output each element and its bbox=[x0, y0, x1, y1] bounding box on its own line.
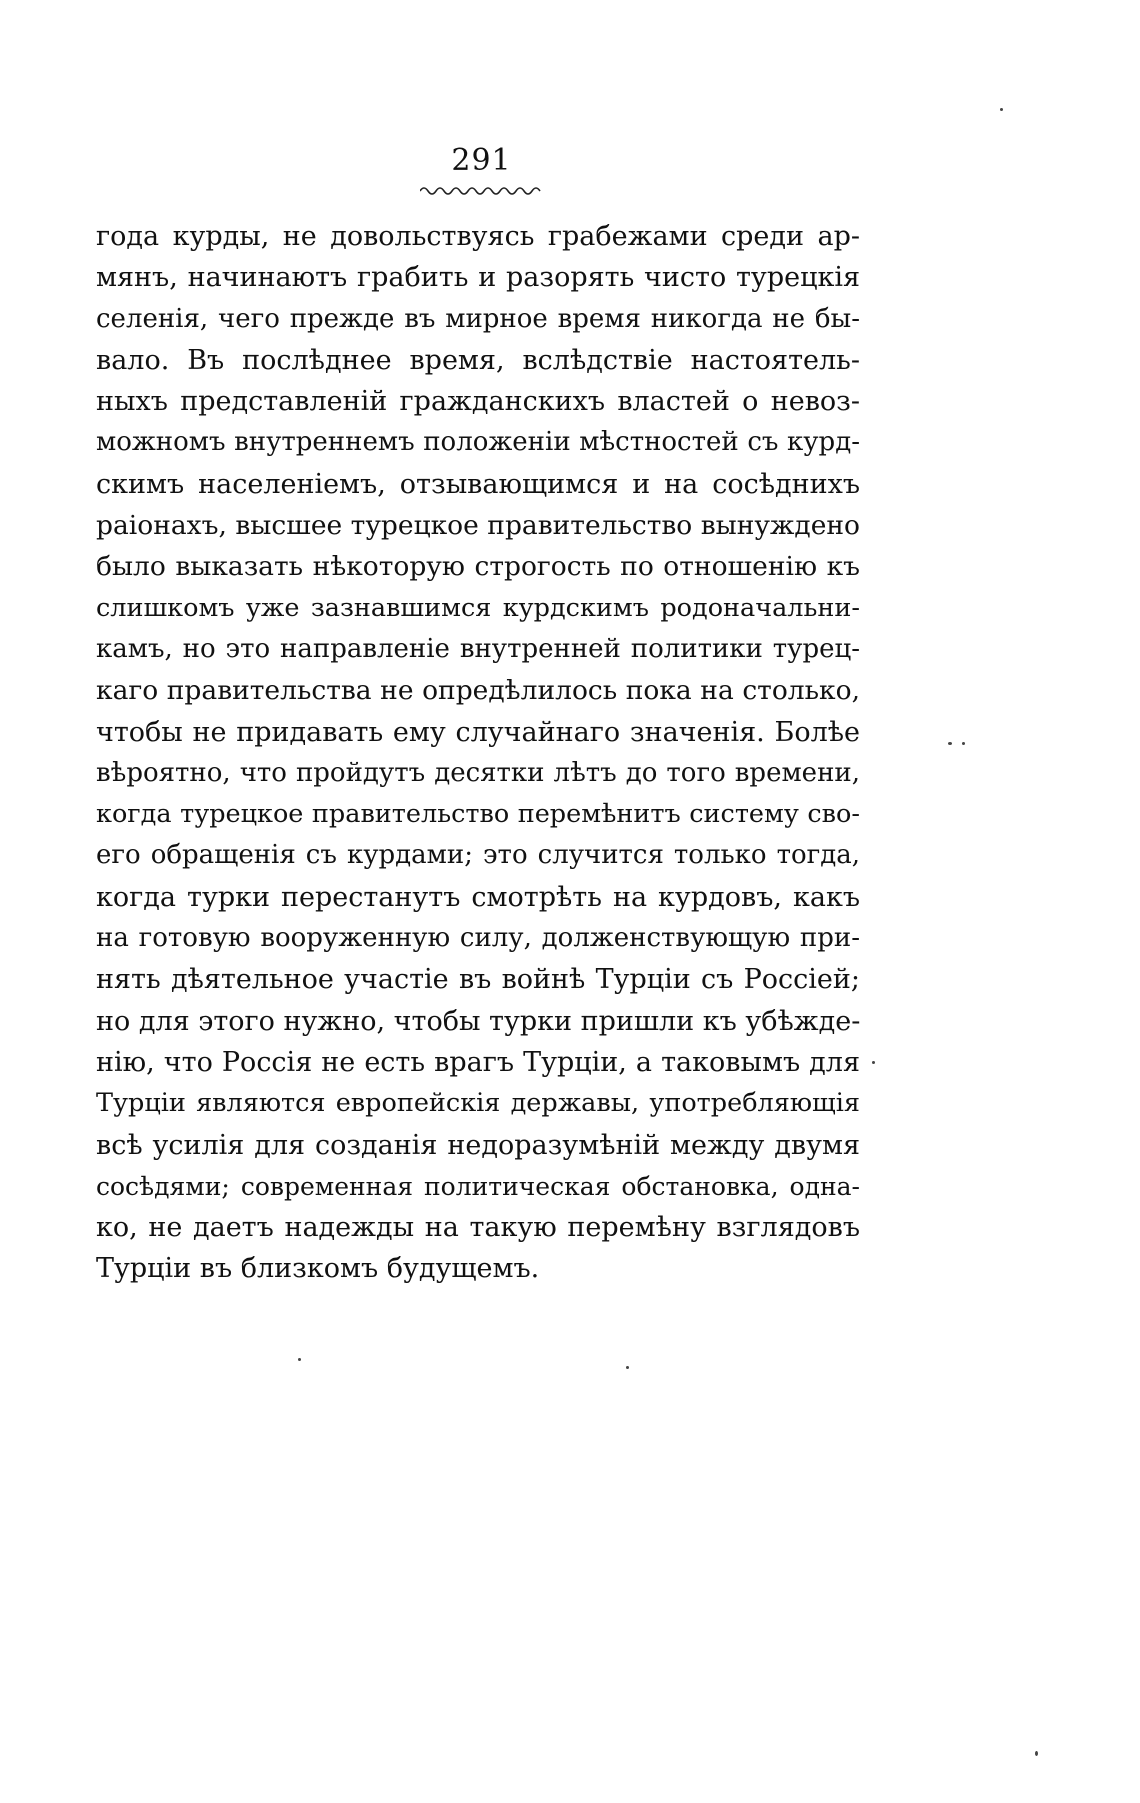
text-line: камъ, но это направленіе внутренней политики турец- bbox=[96, 633, 860, 664]
text-line: когда турки перестанутъ смотрѣть на курдовъ, какъ bbox=[96, 881, 860, 913]
scan-speck bbox=[1035, 1751, 1038, 1756]
text-line: сосѣдями; современная политическая обстановка, одна- bbox=[96, 1171, 860, 1201]
text-line: каго правительства не опредѣлилось пока на столько, bbox=[96, 675, 860, 707]
page-number: 291 bbox=[451, 143, 512, 178]
scan-speck bbox=[298, 1358, 301, 1361]
text-line: чтобы не придавать ему случайнаго значенія. Болѣе bbox=[96, 716, 860, 748]
text-line: скимъ населеніемъ, отзывающимся и на сосѣднихъ bbox=[96, 468, 860, 500]
text-line: его обращенія съ курдами; это случится только тогда, bbox=[96, 840, 860, 871]
text-line: слишкомъ уже зазнавшимся курдскимъ родоначальни- bbox=[96, 592, 860, 623]
scan-speck bbox=[872, 1061, 875, 1064]
text-line: на готовую вооруженную силу, долженствующую при- bbox=[96, 923, 860, 954]
text-line: вѣроятно, что пройдутъ десятки лѣтъ до того времени, bbox=[96, 757, 860, 788]
scan-speck bbox=[626, 1366, 629, 1369]
text-line: ныхъ представленій гражданскихъ властей о невоз- bbox=[96, 386, 860, 418]
text-line: но для этого нужно, чтобы турки пришли къ убѣжде- bbox=[96, 1005, 861, 1037]
text-line: нію, что Россія не есть врагъ Турціи, а таковымъ для bbox=[96, 1046, 860, 1078]
text-line: можномъ внутреннемъ положеніи мѣстностей съ курд- bbox=[96, 427, 860, 458]
text-line: раіонахъ, высшее турецкое правительство вынуждено bbox=[96, 510, 860, 542]
text-line: вало. Въ послѣднее время, вслѣдствіе настоятель- bbox=[96, 344, 860, 376]
scan-speck bbox=[1000, 108, 1003, 111]
text-line: ко, не даетъ надежды на такую перемѣну взглядовъ bbox=[96, 1212, 860, 1244]
text-line: нять дѣятельное участіе въ войнѣ Турціи съ Россіей; bbox=[96, 964, 860, 996]
text-line: года курды, не довольствуясь грабежами среди ар- bbox=[96, 221, 860, 252]
text-line: селенія, чего прежде въ мирное время никогда не бы- bbox=[96, 303, 860, 334]
ornament-divider bbox=[420, 183, 544, 195]
text-line: мянъ, начинаютъ грабить и разорять чисто турецкія bbox=[96, 262, 860, 294]
scan-speck bbox=[948, 742, 952, 745]
text-line: всѣ усилія для созданія недоразумѣній между двумя bbox=[96, 1129, 860, 1161]
scan-speck bbox=[962, 742, 965, 745]
text-line: Турціи являются европейскія державы, употребляющія bbox=[96, 1088, 860, 1119]
text-line: Турціи въ близкомъ будущемъ. bbox=[96, 1253, 540, 1285]
text-line: когда турецкое правительство перемѣнитъ систему сво- bbox=[96, 799, 860, 830]
body-text bbox=[96, 216, 860, 1290]
text-line: было выказать нѣкоторую строгость по отношенію къ bbox=[96, 551, 860, 583]
